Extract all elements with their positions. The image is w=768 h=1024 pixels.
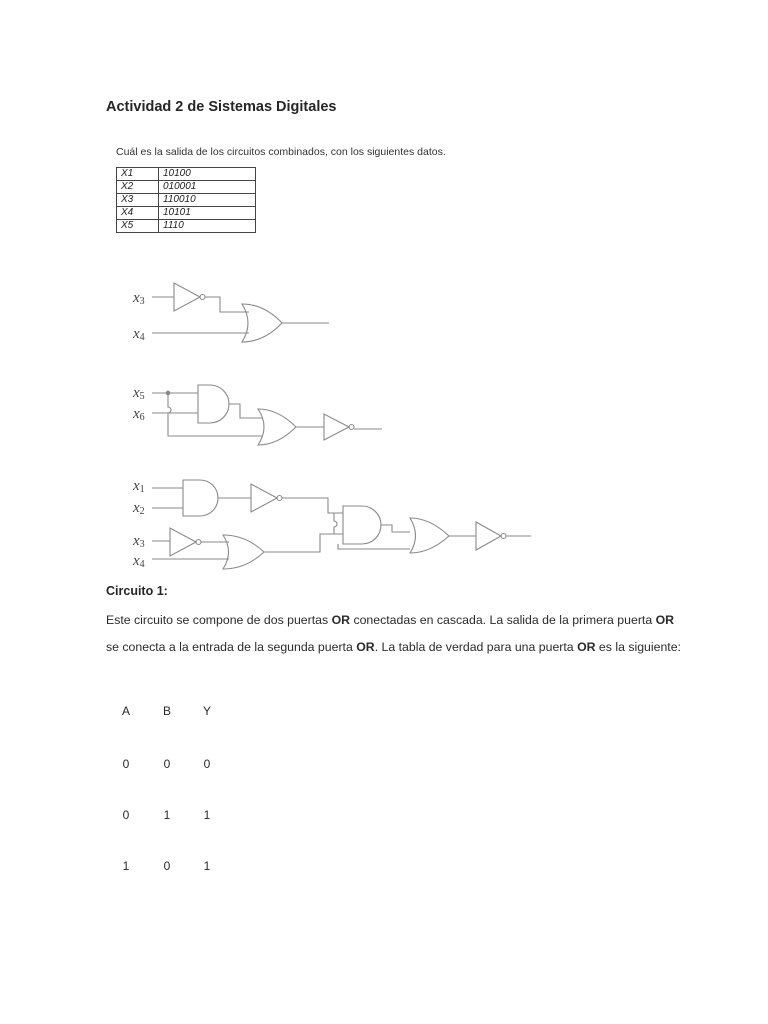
- truth-cell: 1: [122, 859, 130, 873]
- not-gate: [251, 484, 277, 512]
- input-name: X2: [117, 181, 159, 194]
- text-run: se conecta a la entrada de la segunda puerta: [106, 640, 357, 654]
- svg-text:x2: [132, 500, 145, 517]
- truth-cell: 0: [163, 757, 171, 771]
- or-gate: [258, 409, 296, 445]
- not-gate: [476, 522, 501, 550]
- circuit-1: [152, 283, 329, 342]
- input-label-x3: x: [133, 290, 140, 306]
- input-label-x6: x: [133, 406, 140, 422]
- section-heading: Circuito 1:: [106, 584, 168, 598]
- and-gate: [343, 506, 381, 544]
- bold-run: OR: [331, 613, 351, 627]
- page-title: Actividad 2 de Sistemas Digitales: [106, 99, 337, 115]
- input-label-x2: x: [133, 500, 140, 516]
- truth-header: B: [162, 704, 171, 718]
- input-name: X4: [117, 207, 159, 220]
- subscript: 1: [139, 484, 145, 495]
- or-gate: [410, 518, 449, 553]
- bold-run: OR: [655, 613, 675, 627]
- input-value: 10100: [159, 168, 256, 181]
- input-label-x1: x: [133, 478, 140, 494]
- svg-text:x4: [132, 326, 145, 343]
- truth-header: A: [121, 704, 130, 718]
- not-gate: [170, 528, 196, 556]
- or-gate: [242, 304, 282, 342]
- or-gate: [223, 535, 264, 569]
- truth-cell: 1: [163, 808, 171, 822]
- svg-text:x3: [132, 290, 145, 307]
- truth-cell: 0: [163, 859, 171, 873]
- text-run: es la siguiente:: [595, 640, 681, 654]
- input-value: 1110: [159, 220, 256, 233]
- input-value: 10101: [159, 207, 256, 220]
- description-paragraph: [106, 607, 686, 661]
- svg-text:x4: [132, 553, 145, 570]
- input-name: X1: [117, 168, 159, 181]
- input-label-x3: x: [133, 533, 140, 549]
- input-name: X3: [117, 194, 159, 207]
- and-gate: [198, 385, 229, 423]
- text-run: Este circuito se compone de dos puertas: [106, 613, 332, 627]
- bold-run: OR: [577, 640, 596, 654]
- subscript: 3: [139, 296, 145, 307]
- subscript: 2: [139, 506, 145, 517]
- input-label-x4: x: [133, 553, 140, 569]
- text-run: . La tabla de verdad para una puerta: [374, 640, 578, 654]
- svg-text:x1: [132, 478, 145, 495]
- bold-run: OR: [356, 640, 375, 654]
- input-label-x5: x: [133, 385, 140, 401]
- truth-cell: 0: [122, 757, 130, 771]
- subscript: 3: [139, 539, 145, 550]
- question-text: Cuál es la salida de los circuitos combinados, con los siguientes datos.: [116, 146, 446, 158]
- circuit-2: [152, 385, 382, 445]
- input-value: 010001: [159, 181, 256, 194]
- svg-text:x6: [132, 406, 145, 423]
- input-name: X5: [117, 220, 159, 233]
- subscript: 4: [139, 559, 145, 570]
- not-gate: [324, 414, 349, 440]
- circuit-3: [152, 480, 531, 569]
- truth-cell: 1: [203, 808, 211, 822]
- not-gate: [174, 283, 200, 311]
- truth-cell: 0: [203, 757, 211, 771]
- truth-cell: 0: [122, 808, 130, 822]
- input-value: 110010: [159, 194, 256, 207]
- svg-text:x5: [132, 385, 145, 402]
- text-run: conectadas en cascada. La salida de la primera puerta: [350, 613, 656, 627]
- input-label-x4: x: [133, 326, 140, 342]
- and-gate: [183, 480, 218, 516]
- truth-cell: 1: [203, 859, 211, 873]
- subscript: 6: [139, 412, 145, 423]
- truth-header: Y: [202, 704, 211, 718]
- subscript: 4: [139, 332, 145, 343]
- subscript: 5: [139, 391, 145, 402]
- svg-text:x3: [132, 533, 145, 550]
